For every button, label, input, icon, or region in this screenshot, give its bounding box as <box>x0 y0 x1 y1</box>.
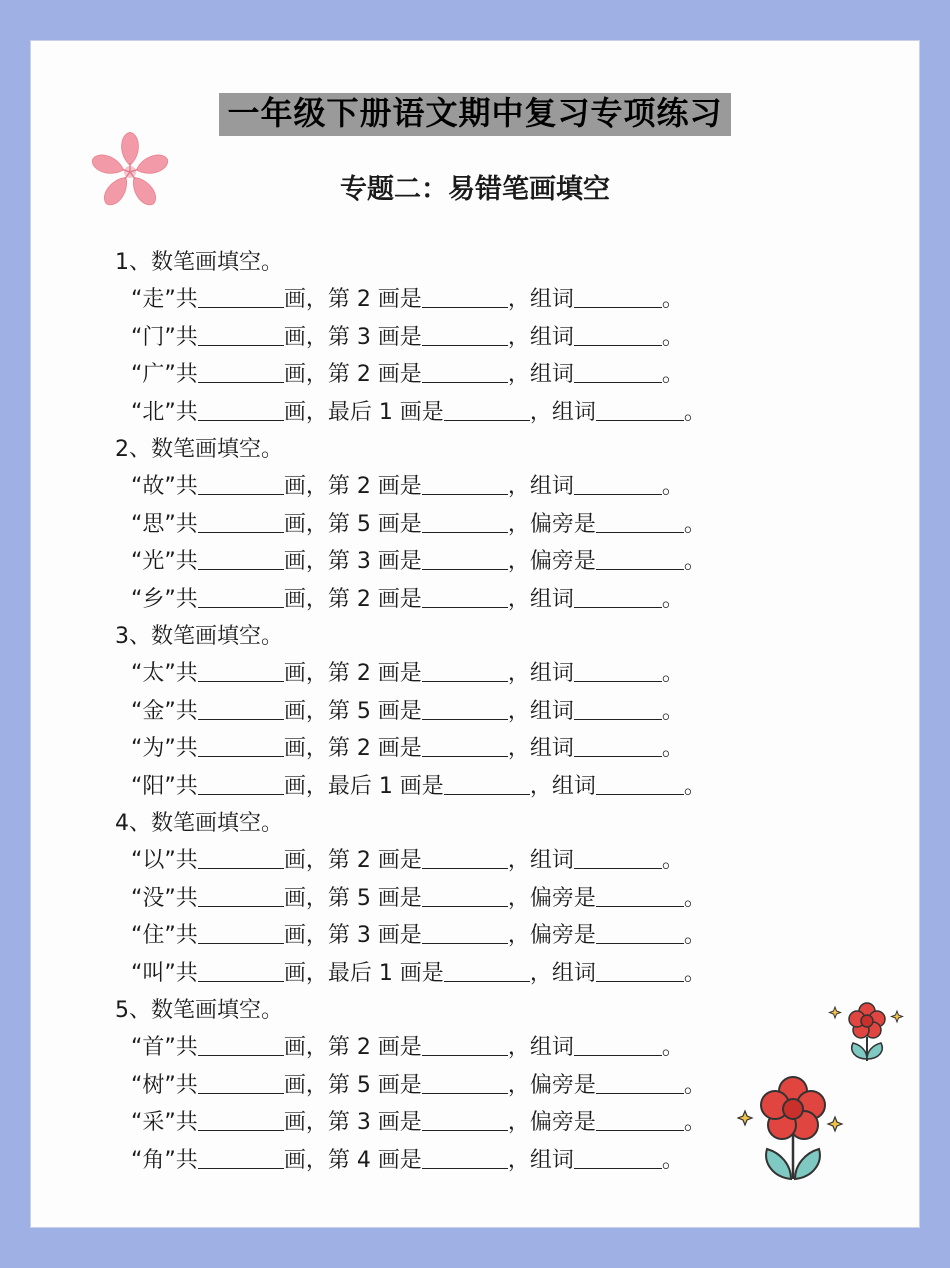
stroke-count-blank[interactable] <box>198 942 284 944</box>
word-answer-blank[interactable] <box>596 942 684 944</box>
stroke-count-blank[interactable] <box>198 306 284 308</box>
hua-label: 画， <box>283 1072 328 1098</box>
word-answer-blank[interactable] <box>596 1092 684 1094</box>
third-question-label: ，组词 <box>507 586 574 612</box>
stroke-count-blank[interactable] <box>198 1092 284 1094</box>
hua-label: 画， <box>283 848 328 873</box>
target-character: “没” <box>131 885 176 911</box>
stroke-count-blank[interactable] <box>198 344 284 346</box>
stroke-count-blank[interactable] <box>198 718 284 720</box>
stroke-question-label: 最后 1 画是 <box>327 399 444 425</box>
stroke-question-label: 第 5 画是 <box>327 511 422 537</box>
stroke-answer-blank[interactable] <box>422 493 508 495</box>
end-punctuation: 。 <box>661 1147 684 1173</box>
stroke-count-blank[interactable] <box>198 1129 284 1131</box>
target-character: “阳” <box>131 773 176 799</box>
end-punctuation: 。 <box>661 474 684 499</box>
end-punctuation: 。 <box>661 848 684 873</box>
word-answer-blank[interactable] <box>574 344 662 346</box>
target-character: “故” <box>131 474 176 499</box>
stroke-answer-blank[interactable] <box>422 942 508 944</box>
stroke-answer-blank[interactable] <box>422 680 508 682</box>
exercise-row <box>115 955 706 993</box>
gong-label: 共 <box>175 1035 198 1060</box>
stroke-count-blank[interactable] <box>198 568 284 570</box>
exercise-row <box>115 730 706 768</box>
stroke-question-label: 第 3 画是 <box>327 549 422 574</box>
end-punctuation: 。 <box>683 885 706 911</box>
stroke-question-label: 第 4 画是 <box>327 1147 422 1173</box>
gong-label: 共 <box>175 474 198 499</box>
exercise-row <box>115 1029 706 1067</box>
gong-label: 共 <box>175 1147 198 1173</box>
hua-label: 画， <box>283 960 328 986</box>
target-character: “广” <box>131 362 176 387</box>
word-answer-blank[interactable] <box>596 980 684 982</box>
stroke-question-label: 第 3 画是 <box>327 324 422 350</box>
third-question-label: ，组词 <box>507 661 574 686</box>
hua-label: 画， <box>283 1035 328 1060</box>
end-punctuation: 。 <box>683 399 706 425</box>
stroke-question-label: 第 2 画是 <box>327 661 422 686</box>
hua-label: 画， <box>283 773 328 799</box>
target-character: “乡” <box>131 586 176 612</box>
stroke-question-label: 第 5 画是 <box>327 885 422 911</box>
third-question-label: ，组词 <box>507 1035 574 1060</box>
third-question-label: ，组词 <box>507 474 574 499</box>
hua-label: 画， <box>283 1110 328 1135</box>
word-answer-blank[interactable] <box>596 905 684 907</box>
end-punctuation: 。 <box>661 324 684 350</box>
red-flower-big-icon <box>737 1075 845 1187</box>
stroke-question-label: 第 3 画是 <box>327 923 422 948</box>
hua-label: 画， <box>283 324 328 350</box>
third-question-label: ，组词 <box>507 736 574 761</box>
exercise-row <box>115 693 706 731</box>
stroke-answer-blank[interactable] <box>422 755 508 757</box>
exercise-row <box>115 1067 706 1105</box>
third-question-label: ，组词 <box>507 848 574 873</box>
exercise-list <box>115 244 706 1179</box>
red-flower-small-icon <box>827 1001 907 1069</box>
page-subtitle: 专题二：易错笔画填空 <box>340 174 610 205</box>
hua-label: 画， <box>283 362 328 387</box>
section-heading: 3、数笔画填空。 <box>115 624 283 649</box>
target-character: “角” <box>131 1147 176 1173</box>
stroke-question-label: 第 5 画是 <box>327 698 422 724</box>
stroke-answer-blank[interactable] <box>422 306 508 308</box>
third-question-label: ，组词 <box>507 362 574 387</box>
word-answer-blank[interactable] <box>574 606 662 608</box>
target-character: “叫” <box>131 960 176 986</box>
end-punctuation: 。 <box>683 1072 706 1098</box>
end-punctuation: 。 <box>683 511 706 537</box>
stroke-count-blank[interactable] <box>198 531 284 533</box>
stroke-question-label: 最后 1 画是 <box>327 773 444 799</box>
stroke-answer-blank[interactable] <box>444 419 530 421</box>
stroke-answer-blank[interactable] <box>422 905 508 907</box>
stroke-count-blank[interactable] <box>198 606 284 608</box>
word-answer-blank[interactable] <box>596 531 684 533</box>
word-answer-blank[interactable] <box>574 1167 662 1169</box>
gong-label: 共 <box>175 324 198 350</box>
gong-label: 共 <box>175 287 198 312</box>
hua-label: 画， <box>283 1147 328 1173</box>
stroke-answer-blank[interactable] <box>444 793 530 795</box>
exercise-row <box>115 468 706 506</box>
gong-label: 共 <box>175 1110 198 1135</box>
stroke-answer-blank[interactable] <box>422 718 508 720</box>
hua-label: 画， <box>283 474 328 499</box>
hua-label: 画， <box>283 661 328 686</box>
word-answer-blank[interactable] <box>596 1129 684 1131</box>
word-answer-blank[interactable] <box>574 493 662 495</box>
end-punctuation: 。 <box>661 362 684 387</box>
end-punctuation: 。 <box>683 1110 706 1135</box>
exercise-row <box>115 581 706 619</box>
third-question-label: ，组词 <box>507 1147 574 1173</box>
stroke-question-label: 第 2 画是 <box>327 848 422 873</box>
target-character: “首” <box>131 1035 176 1060</box>
exercise-row <box>115 319 706 357</box>
exercise-row <box>115 281 706 319</box>
exercise-row <box>115 880 706 918</box>
word-answer-blank[interactable] <box>574 680 662 682</box>
stroke-count-blank[interactable] <box>198 867 284 869</box>
third-question-label: ，组词 <box>529 960 596 986</box>
stroke-count-blank[interactable] <box>198 755 284 757</box>
exercise-row <box>115 543 706 581</box>
target-character: “为” <box>131 736 176 761</box>
exercise-row <box>115 1104 706 1142</box>
third-question-label: ，组词 <box>507 698 574 724</box>
stroke-answer-blank[interactable] <box>444 980 530 982</box>
target-character: “门” <box>131 324 176 350</box>
stroke-question-label: 第 2 画是 <box>327 736 422 761</box>
target-character: “以” <box>131 848 176 873</box>
hua-label: 画， <box>283 287 328 312</box>
third-question-label: ，偏旁是 <box>507 1110 596 1135</box>
hua-label: 画， <box>283 736 328 761</box>
stroke-answer-blank[interactable] <box>422 606 508 608</box>
third-question-label: ，偏旁是 <box>507 885 596 911</box>
end-punctuation: 。 <box>661 287 684 312</box>
end-punctuation: 。 <box>683 773 706 799</box>
gong-label: 共 <box>175 923 198 948</box>
end-punctuation: 。 <box>661 736 684 761</box>
stroke-question-label: 第 5 画是 <box>327 1072 422 1098</box>
gong-label: 共 <box>175 773 198 799</box>
stroke-question-label: 第 2 画是 <box>327 287 422 312</box>
stroke-count-blank[interactable] <box>198 1054 284 1056</box>
section-heading: 1、数笔画填空。 <box>115 250 283 275</box>
target-character: “北” <box>131 399 176 425</box>
target-character: “思” <box>131 511 176 537</box>
word-answer-blank[interactable] <box>596 419 684 421</box>
gong-label: 共 <box>175 960 198 986</box>
section-heading: 5、数笔画填空。 <box>115 998 283 1023</box>
exercise-row <box>115 917 706 955</box>
hua-label: 画， <box>283 549 328 574</box>
stroke-question-label: 第 3 画是 <box>327 1110 422 1135</box>
third-question-label: ，偏旁是 <box>507 549 596 574</box>
hua-label: 画， <box>283 698 328 724</box>
stroke-count-blank[interactable] <box>198 793 284 795</box>
gong-label: 共 <box>175 511 198 537</box>
stroke-answer-blank[interactable] <box>422 1167 508 1169</box>
hua-label: 画， <box>283 885 328 911</box>
exercise-row <box>115 768 706 806</box>
exercise-row <box>115 842 706 880</box>
target-character: “太” <box>131 661 176 686</box>
stroke-count-blank[interactable] <box>198 905 284 907</box>
target-character: “金” <box>131 698 176 724</box>
end-punctuation: 。 <box>661 1035 684 1060</box>
section-heading: 4、数笔画填空。 <box>115 811 283 836</box>
stroke-question-label: 第 2 画是 <box>327 474 422 499</box>
gong-label: 共 <box>175 1072 198 1098</box>
word-answer-blank[interactable] <box>574 1054 662 1056</box>
stroke-answer-blank[interactable] <box>422 867 508 869</box>
hua-label: 画， <box>283 511 328 537</box>
stroke-answer-blank[interactable] <box>422 381 508 383</box>
exercise-row <box>115 394 706 432</box>
third-question-label: ，偏旁是 <box>507 511 596 537</box>
gong-label: 共 <box>175 586 198 612</box>
word-answer-blank[interactable] <box>574 306 662 308</box>
hua-label: 画， <box>283 923 328 948</box>
hua-label: 画， <box>283 399 328 425</box>
word-answer-blank[interactable] <box>574 867 662 869</box>
third-question-label: ，组词 <box>507 324 574 350</box>
stroke-count-blank[interactable] <box>198 980 284 982</box>
word-answer-blank[interactable] <box>574 755 662 757</box>
title-wrap <box>31 93 919 136</box>
target-character: “住” <box>131 923 176 948</box>
stroke-answer-blank[interactable] <box>422 1054 508 1056</box>
end-punctuation: 。 <box>661 661 684 686</box>
stroke-answer-blank[interactable] <box>422 568 508 570</box>
stroke-question-label: 最后 1 画是 <box>327 960 444 986</box>
gong-label: 共 <box>175 362 198 387</box>
stroke-question-label: 第 2 画是 <box>327 586 422 612</box>
worksheet-page <box>30 40 920 1228</box>
end-punctuation: 。 <box>683 960 706 986</box>
third-question-label: ，偏旁是 <box>507 1072 596 1098</box>
exercise-row <box>115 655 706 693</box>
stroke-count-blank[interactable] <box>198 419 284 421</box>
exercise-row <box>115 1142 706 1180</box>
word-answer-blank[interactable] <box>596 793 684 795</box>
section-heading: 2、数笔画填空。 <box>115 437 283 462</box>
end-punctuation: 。 <box>661 586 684 612</box>
stroke-answer-blank[interactable] <box>422 1092 508 1094</box>
end-punctuation: 。 <box>683 923 706 948</box>
third-question-label: ，偏旁是 <box>507 923 596 948</box>
gong-label: 共 <box>175 661 198 686</box>
exercise-row <box>115 506 706 544</box>
stroke-answer-blank[interactable] <box>422 1129 508 1131</box>
third-question-label: ，组词 <box>529 773 596 799</box>
stroke-count-blank[interactable] <box>198 493 284 495</box>
gong-label: 共 <box>175 848 198 873</box>
word-answer-blank[interactable] <box>596 568 684 570</box>
end-punctuation: 。 <box>661 698 684 724</box>
stroke-answer-blank[interactable] <box>422 531 508 533</box>
gong-label: 共 <box>175 698 198 724</box>
stroke-question-label: 第 2 画是 <box>327 1035 422 1060</box>
hua-label: 画， <box>283 586 328 612</box>
stroke-answer-blank[interactable] <box>422 344 508 346</box>
stroke-count-blank[interactable] <box>198 381 284 383</box>
end-punctuation: 。 <box>683 549 706 574</box>
stroke-count-blank[interactable] <box>198 1167 284 1169</box>
target-character: “光” <box>131 549 176 574</box>
stroke-question-label: 第 2 画是 <box>327 362 422 387</box>
page-title: 一年级下册语文期中复习专项练习 <box>219 93 730 136</box>
gong-label: 共 <box>175 399 198 425</box>
gong-label: 共 <box>175 549 198 574</box>
third-question-label: ，组词 <box>507 287 574 312</box>
gong-label: 共 <box>175 736 198 761</box>
target-character: “采” <box>131 1110 176 1135</box>
word-answer-blank[interactable] <box>574 718 662 720</box>
stroke-count-blank[interactable] <box>198 680 284 682</box>
target-character: “走” <box>131 287 176 312</box>
exercise-row <box>115 356 706 394</box>
target-character: “树” <box>131 1072 176 1098</box>
third-question-label: ，组词 <box>529 399 596 425</box>
word-answer-blank[interactable] <box>574 381 662 383</box>
gong-label: 共 <box>175 885 198 911</box>
